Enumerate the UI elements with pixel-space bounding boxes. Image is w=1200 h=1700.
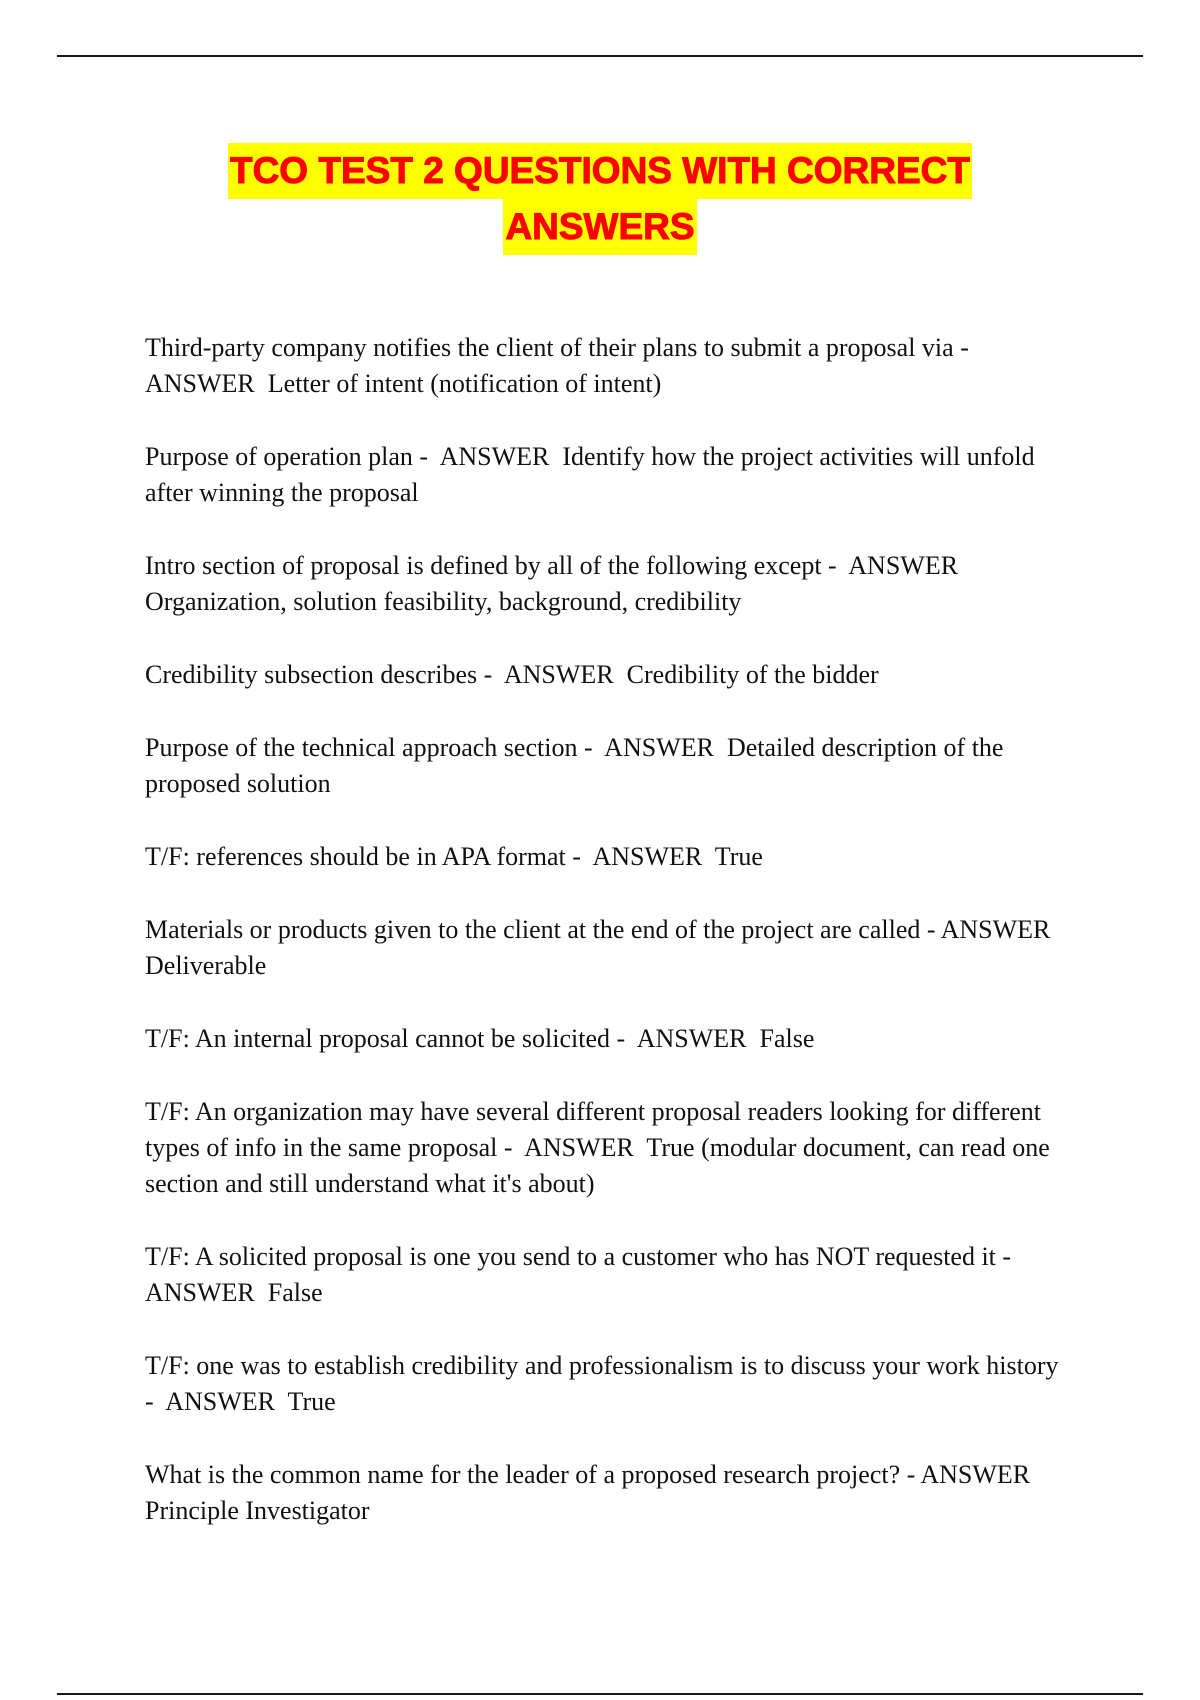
qa-item-11: T/F: one was to establish credibility and professionalism is to discuss your work history - ANSWER True xyxy=(145,1351,1066,1416)
qa-item-5: Purpose of the technical approach section - ANSWER Detailed description of the proposed solution xyxy=(145,733,1010,798)
qa-item-7: Materials or products given to the client at the end of the project are called - ANSWER Deliverable xyxy=(145,915,1064,980)
qa-item-3: Intro section of proposal is defined by all of the following except - ANSWER Organization, solution feasibility, background, credibility xyxy=(145,551,965,616)
title-line-2: ANSWERS xyxy=(503,199,696,255)
top-divider xyxy=(57,55,1143,57)
title-line-1: TCO TEST 2 QUESTIONS WITH CORRECT xyxy=(228,143,972,199)
qa-item-1: Third-party company notifies the client of their plans to submit a proposal via - ANSWER Letter of intent (notification of intent) xyxy=(145,333,974,398)
qa-item-8: T/F: An internal proposal cannot be solicited - ANSWER False xyxy=(145,1024,815,1053)
qa-list xyxy=(145,330,1070,1566)
bottom-divider xyxy=(57,1693,1143,1695)
qa-item-2: Purpose of operation plan - ANSWER Identify how the project activities will unfold after winning the proposal xyxy=(145,442,1042,507)
qa-item-10: T/F: A solicited proposal is one you send to a customer who has NOT requested it - ANSWER False xyxy=(145,1242,1023,1307)
qa-item-4: Credibility subsection describes - ANSWER Credibility of the bidder xyxy=(145,660,879,689)
qa-item-6: T/F: references should be in APA format - ANSWER True xyxy=(145,842,763,871)
qa-item-9: T/F: An organization may have several different proposal readers looking for different types of info in the same proposal - ANSWER True (modular document, can read one section and still understand what it's about) xyxy=(145,1097,1057,1198)
document-title xyxy=(0,143,1200,255)
qa-item-12: What is the common name for the leader of a proposed research project? - ANSWER Principle Investigator xyxy=(145,1460,1044,1525)
